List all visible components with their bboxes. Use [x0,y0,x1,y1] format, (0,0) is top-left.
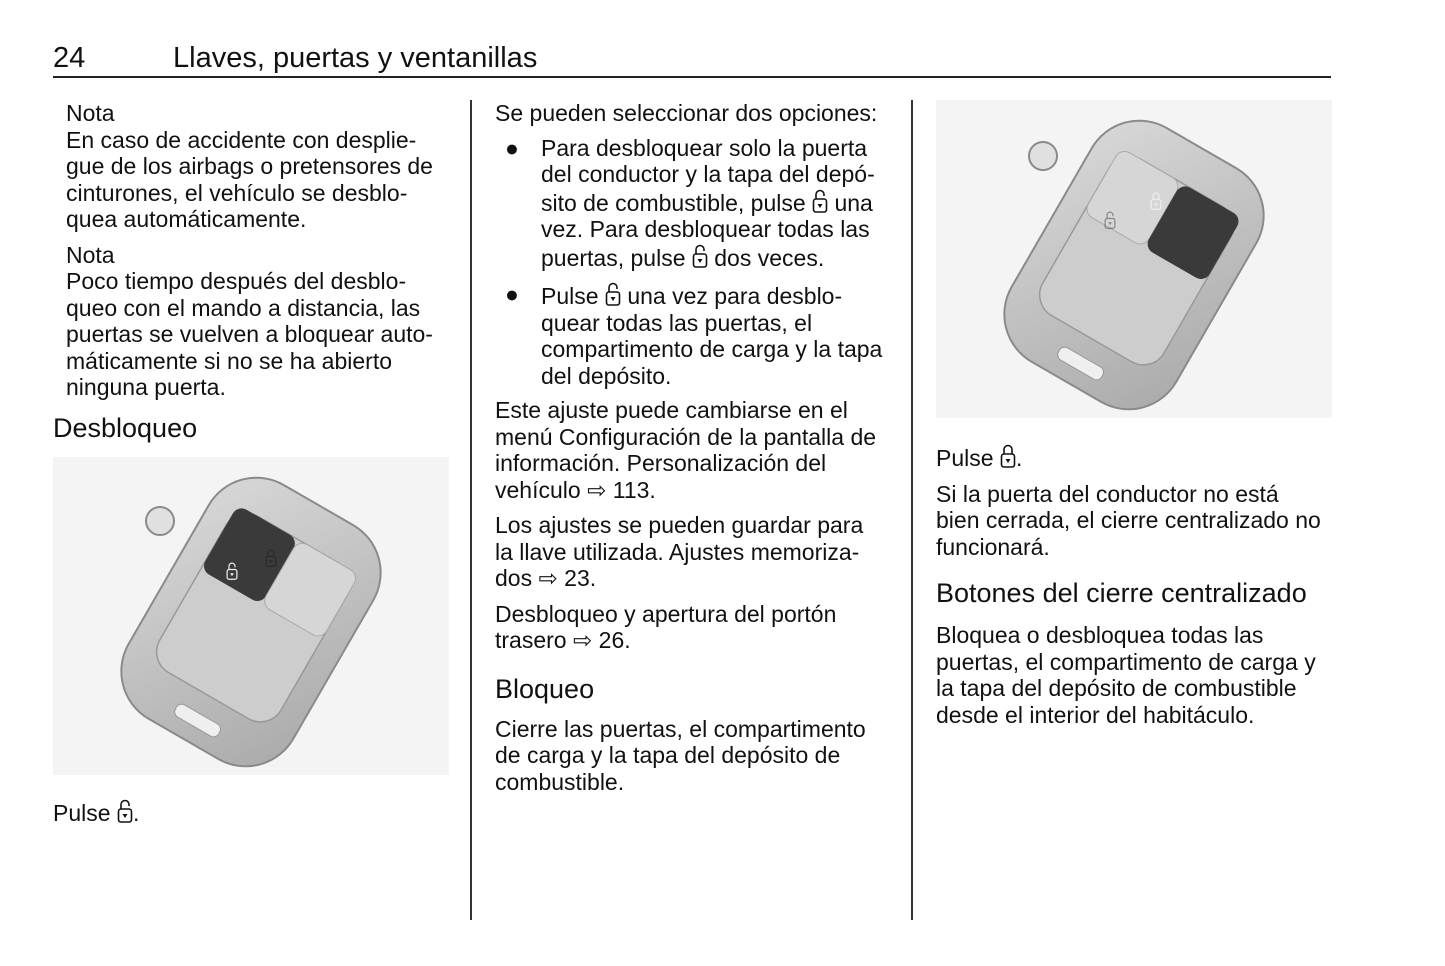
note-line: cinturones, el vehículo se desblo- [66,179,408,206]
page-reference-link[interactable]: 26. [598,627,631,653]
reference-arrow-icon: ⇨ [572,627,593,653]
note-line: máticamente si no se ha abierto [66,347,393,374]
figure-caption: Pulse . [53,799,140,826]
options-intro: Se pueden seleccionar dos opciones: [495,100,878,126]
column-left [53,100,453,826]
column-right [936,100,1336,728]
note-line: En caso de accidente con desplie- [66,126,417,153]
paragraph: Este ajuste puede cambiarse en el menú Configuración de la pantalla de información. Personalización del vehículo ⇨ 113. [495,397,877,503]
list-item: ● Para desbloquear solo la puerta del conductor y la tapa del depó- sito de combustible, pulse una vez. Para desbloquear todas las puertas, pulse dos veces. [505,134,875,271]
paragraph: Desbloqueo y apertura del portón trasero ⇨ 26. [495,600,837,653]
section-heading-desbloqueo: Desbloqueo [53,412,198,443]
unlock-icon [117,798,133,824]
unlock-icon [605,281,621,307]
column-divider [911,100,913,920]
bullet: ● [505,281,519,307]
column-middle [495,100,895,795]
paragraph: Los ajustes se pueden guardar para la llave utilizada. Ajustes memoriza- dos ⇨ 23. [495,512,864,591]
page-reference-link[interactable]: 23. [564,565,597,591]
key-fob-lock-figure [936,100,1332,418]
key-fob-unlock-figure [53,457,449,775]
note-line: Poco tiempo después del desblo- [66,268,407,294]
page-number: 24 [53,42,86,74]
section-heading-botones: Botones del cierre centralizado [936,578,1307,608]
note-line: quea automáticamente. [66,206,307,232]
paragraph: Cierre las puertas, el compartimento de carga y la tapa del depósito de combustible. [495,715,866,795]
page-title: Llaves, puertas y ventanillas [173,42,538,74]
options-list [495,135,895,390]
note-block [53,100,453,401]
page-reference-link[interactable]: 113. [612,476,656,503]
page-header [53,40,1331,78]
note-label: Nota [66,100,115,126]
paragraph: Si la puerta del conductor no está bien cerrada, el cierre centralizado no funcionará. [936,480,1321,560]
note-line: gue de los airbags o pretensores de [66,153,433,179]
column-divider [470,100,472,920]
paragraph: Bloquea o desbloquea todas las puertas, el compartimento de carga y la tapa del depósito de combustible desde el interior del habitáculo. [936,622,1316,728]
note-line: puertas se vuelven a bloquear auto- [66,321,433,347]
lock-icon [1000,443,1016,469]
note-line: ninguna puerta. [66,374,226,400]
reference-arrow-icon: ⇨ [587,476,607,503]
note-label: Nota [66,241,115,268]
list-item: ● Pulse una vez para desblo- quear todas las puertas, el compartimento de carga y la tapa del depósito. [505,281,883,389]
section-heading-bloqueo: Bloqueo [495,673,595,704]
note-line: queo con el mando a distancia, las [66,294,421,321]
reference-arrow-icon: ⇨ [538,565,558,591]
bullet: ● [505,134,519,161]
unlock-icon [692,243,708,269]
figure-caption: Pulse . [936,445,1023,471]
unlock-icon [812,188,828,214]
